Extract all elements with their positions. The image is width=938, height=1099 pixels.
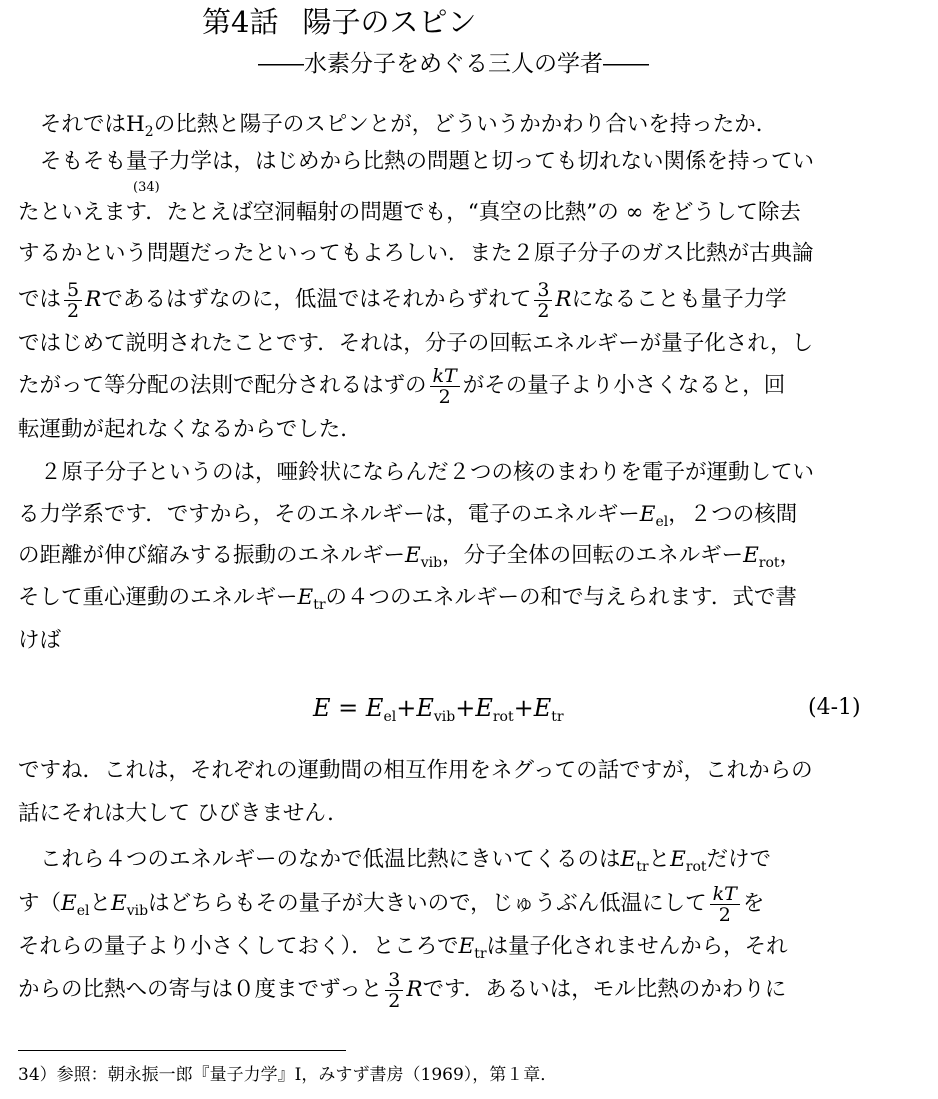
text-line: これら４つのエネルギーのなかで低温比熱にきいてくるのは$E_{tr}$と$E_{rot}$だけで <box>40 847 772 875</box>
text-line: る力学系です．ですから，そのエネルギーは，電子のエネルギー$E_{el}$，２つの核間 <box>18 502 798 530</box>
text-line: たといえます．たとえば空洞輻射の問題でも，“真空の比熱”の ∞ をどうして除去 <box>18 200 801 225</box>
text-line: けば <box>18 628 62 653</box>
text-line: そもそも量子力学は，はじめから比熱の問題と切っても切れない関係を持ってい <box>40 149 815 174</box>
text-line: それらの量子より小さくしておく）．ところで$E_{tr}$は量子化されませんから，それ <box>18 934 788 962</box>
text-line: 転運動が起れなくなるからでした． <box>18 417 362 442</box>
text-line: では $\frac{5}{2}$ Rであるはずなのに，低温ではそれからずれて $\frac{3}{2}$ Rになることも量子力学 <box>18 278 787 322</box>
text-line: ２原子分子というのは，唖鈴状にならんだ２つの核のまわりを電子が運動してい <box>40 460 815 485</box>
text-line: 話にそれは大して ひびきません． <box>18 801 349 826</box>
text-line: たがって等分配の法則で配分されるはずの $\frac{kT}{2}$ がその量子より小さくなると，回 <box>18 364 786 408</box>
equation-number: (4-1) <box>808 695 861 720</box>
math-h2: $H_2$ <box>126 112 154 140</box>
chapter-number: 第4話 <box>202 5 279 39</box>
text-line: からの比熱への寄与は０度までずっと $\frac{3}{2}$ Rです．あるいは，モル比熱のかわりに <box>18 968 787 1012</box>
fraction-kt-2: $\frac{kT}{2}$ <box>710 884 740 925</box>
footnote-divider <box>18 1050 346 1051</box>
text-line: それでは$H_2$の比熱と陽子のスピンとが，どういうかかわり合いを持ったか． <box>40 112 778 140</box>
fraction-3-2: $\frac{3}{2}$ <box>385 970 403 1011</box>
text-line: ですね．これは，それぞれの運動間の相互作用をネグっての話ですが，これからの <box>18 758 813 783</box>
text-line: そして重心運動のエネルギー$E_{tr}$の４つのエネルギーの和で与えられます．式で書 <box>18 585 797 613</box>
fraction-kt-2: $\frac{kT}{2}$ <box>430 366 460 407</box>
footnote-reference: (34) <box>133 180 160 195</box>
equation-4-1: $E = E_{el}+E_{vib}+E_{rot}+E_{tr}$ <box>313 694 564 725</box>
fraction-5-2: $\frac{5}{2}$ <box>64 280 82 321</box>
text-line: の距離が伸び縮みする振動のエネルギー$E_{vib}$，分子全体の回転のエネルギー$E_{rot}$， <box>18 543 802 571</box>
fraction-3-2: $\frac{3}{2}$ <box>534 280 552 321</box>
footnote: 34）参照：朝永振一郎『量子力学』Ⅰ，みすず書房（1969），第１章． <box>18 1065 558 1085</box>
chapter-subtitle: ――水素分子をめぐる三人の学者―― <box>258 51 649 77</box>
text-line: ではじめて説明されたことです．それは，分子の回転エネルギーが量子化され，し <box>18 331 814 356</box>
text-line: す（$E_{el}$と$E_{vib}$はどちらもその量子が大きいので，じゅうぶん低温にして $\frac{kT}{2}$ を <box>18 882 765 926</box>
chapter-title-text: 陽子のスピン <box>302 5 477 39</box>
text-line: するかという問題だったといってもよろしい．また２原子分子のガス比熱が古典論 <box>18 241 814 266</box>
chapter-title <box>202 2 476 42</box>
